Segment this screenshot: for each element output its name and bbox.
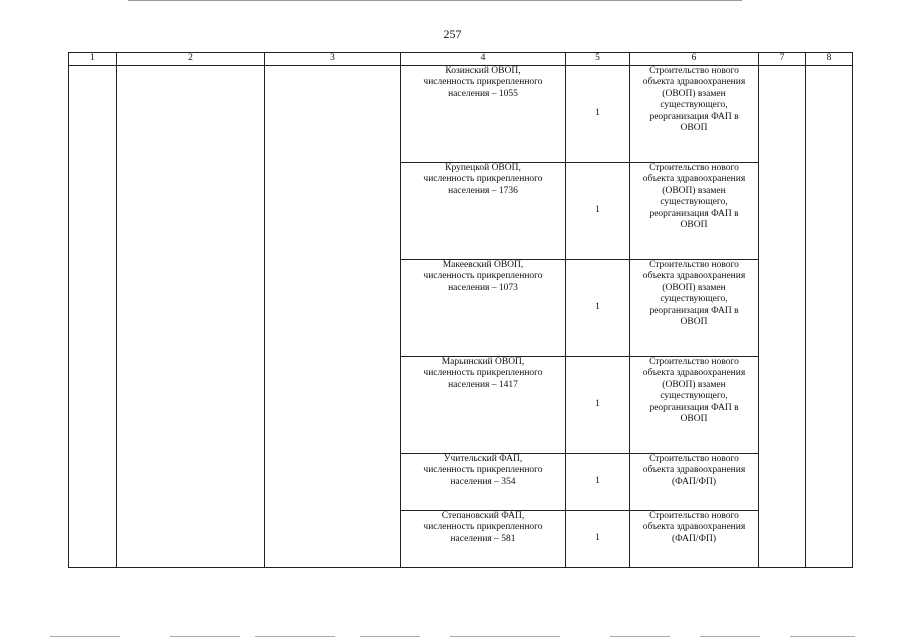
count-cell: 1 [566,356,630,453]
action-cell: Строительство нового объекта здравоохранения (ОВОП) взамен существующего, реорганизация ФАП в ОВОП [630,356,759,453]
action-cell: Строительство нового объекта здравоохранения (ОВОП) взамен существующего, реорганизация ФАП в ОВОП [630,259,759,356]
count-cell: 1 [566,510,630,567]
page-number: 257 [443,27,462,41]
action-cell: Строительство нового объекта здравоохранения (ОВОП) взамен существующего, реорганизация ФАП в ОВОП [630,162,759,259]
facility-cell: Марьинский ОВОП, численность прикрепленного населения – 1417 [401,356,566,453]
action-cell: Строительство нового объекта здравоохранения (ФАП/ФП) [630,510,759,567]
facility-cell: Макеевский ОВОП, численность прикрепленного населения – 1073 [401,259,566,356]
cell-col7 [759,65,806,567]
facility-cell: Учительский ФАП, численность прикрепленного населения – 354 [401,453,566,510]
cell-col8 [806,65,853,567]
table-header-row [69,53,853,66]
col-header-8: 8 [806,53,853,66]
col-header-2: 2 [117,53,265,66]
action-cell: Строительство нового объекта здравоохранения (ОВОП) взамен существующего, реорганизация ФАП в ОВОП [630,65,759,162]
table-row [69,65,853,162]
count-cell: 1 [566,259,630,356]
facility-cell: Козинский ОВОП, численность прикрепленного населения – 1055 [401,65,566,162]
col-header-6: 6 [630,53,759,66]
cell-col3 [265,65,401,567]
col-header-5: 5 [566,53,630,66]
count-cell: 1 [566,453,630,510]
count-cell: 1 [566,162,630,259]
scan-edge-marks [50,636,855,637]
cell-col1 [69,65,117,567]
col-header-4: 4 [401,53,566,66]
col-header-3: 3 [265,53,401,66]
facilities-table [68,52,853,568]
col-header-1: 1 [69,53,117,66]
count-cell: 1 [566,65,630,162]
action-cell: Строительство нового объекта здравоохранения (ФАП/ФП) [630,453,759,510]
facility-cell: Степановский ФАП, численность прикрепленного населения – 581 [401,510,566,567]
cell-col2 [117,65,265,567]
col-header-7: 7 [759,53,806,66]
facility-cell: Крупецкой ОВОП, численность прикрепленного населения – 1736 [401,162,566,259]
top-rule [128,0,742,1]
